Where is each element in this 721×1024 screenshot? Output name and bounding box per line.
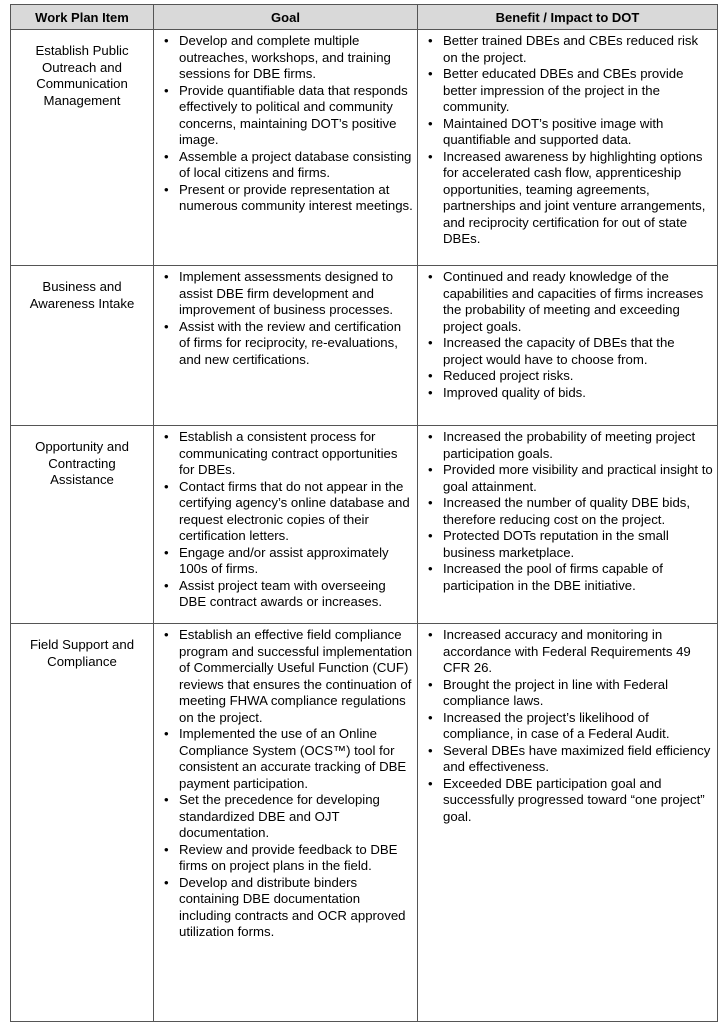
- benefit-list-item: • Increased accuracy and monitoring in accordance with Federal Requirements 49 CFR 26.: [443, 627, 714, 677]
- work-plan-item-cell: Business and Awareness Intake: [11, 266, 154, 426]
- goal-list-item: • Present or provide representation at numerous community interest meetings.: [179, 182, 414, 215]
- goal-list: [155, 625, 416, 941]
- benefit-list-item: • Maintained DOT’s positive image with quantifiable and supported data.: [443, 116, 714, 149]
- benefit-list-item: • Several DBEs have maximized field efficiency and effectiveness.: [443, 743, 714, 776]
- benefit-list-item: • Exceeded DBE participation goal and successfully progressed toward “one project” goal.: [443, 776, 714, 826]
- header-goal: Goal: [154, 5, 418, 30]
- goal-list-item: • Establish an effective field compliance program and successful implementation of Commercially Useful Function (CUF) reviews that ensures the continuation of meeting FHWA compliance regulations on the project.: [179, 627, 414, 726]
- goal-list: [155, 427, 416, 611]
- work-plan-item-cell: Field Support and Compliance: [11, 624, 154, 1022]
- header-benefit: Benefit / Impact to DOT: [418, 5, 718, 30]
- benefit-list-item: • Increased the probability of meeting project participation goals.: [443, 429, 714, 462]
- benefit-list-item: • Better trained DBEs and CBEs reduced risk on the project.: [443, 33, 714, 66]
- benefit-cell: [418, 266, 718, 426]
- benefit-list-item: • Increased awareness by highlighting options for accelerated cash flow, apprenticeship opportunities, teaming agreements, partnerships and joint venture arrangements, and reciprocity certification for out of state DBEs.: [443, 149, 714, 248]
- benefit-list-item: • Better educated DBEs and CBEs provide better impression of the project in the community.: [443, 66, 714, 116]
- benefit-list: [419, 625, 716, 825]
- table-row: [11, 266, 718, 426]
- goal-cell: [154, 266, 418, 426]
- benefit-list-item: • Increased the project’s likelihood of compliance, in case of a Federal Audit.: [443, 710, 714, 743]
- goal-list-item: • Develop and distribute binders containing DBE documentation including contracts and OCR approved utilization forms.: [179, 875, 414, 941]
- benefit-list-item: • Provided more visibility and practical insight to goal attainment.: [443, 462, 714, 495]
- benefit-list: [419, 267, 716, 401]
- benefit-cell: [418, 624, 718, 1022]
- benefit-list-item: • Continued and ready knowledge of the capabilities and capacities of firms increases the probability of meeting and exceeding project goals.: [443, 269, 714, 335]
- benefit-list-item: • Reduced project risks.: [443, 368, 714, 385]
- table-row: [11, 624, 718, 1022]
- benefit-list-item: • Protected DOTs reputation in the small business marketplace.: [443, 528, 714, 561]
- benefit-list-item: • Increased the pool of firms capable of participation in the DBE initiative.: [443, 561, 714, 594]
- benefit-list: [419, 427, 716, 594]
- header-row: [11, 5, 718, 30]
- goal-cell: [154, 30, 418, 266]
- benefit-cell: [418, 30, 718, 266]
- work-plan-item-cell: Opportunity and Contracting Assistance: [11, 426, 154, 624]
- benefit-cell: [418, 426, 718, 624]
- goal-list-item: • Engage and/or assist approximately 100s of firms.: [179, 545, 414, 578]
- goal-list-item: • Develop and complete multiple outreaches, workshops, and training sessions for DBE firms.: [179, 33, 414, 83]
- benefit-list-item: • Brought the project in line with Federal compliance laws.: [443, 677, 714, 710]
- goal-list: [155, 267, 416, 368]
- goal-list: [155, 31, 416, 215]
- goal-list-item: • Implement assessments designed to assist DBE firm development and improvement of business processes.: [179, 269, 414, 319]
- goal-list-item: • Set the precedence for developing standardized DBE and OJT documentation.: [179, 792, 414, 842]
- goal-cell: [154, 426, 418, 624]
- goal-list-item: • Assemble a project database consisting of local citizens and firms.: [179, 149, 414, 182]
- goal-list-item: • Assist with the review and certification of firms for reciprocity, re-evaluations, and new certifications.: [179, 319, 414, 369]
- work-plan-table: [10, 4, 718, 1022]
- goal-list-item: • Assist project team with overseeing DBE contract awards or increases.: [179, 578, 414, 611]
- header-work-plan-item: Work Plan Item: [11, 5, 154, 30]
- goal-cell: [154, 624, 418, 1022]
- goal-list-item: • Contact firms that do not appear in the certifying agency’s online database and request electronic copies of their certification letters.: [179, 479, 414, 545]
- goal-list-item: • Provide quantifiable data that responds effectively to political and community concerns, maintaining DOT’s positive image.: [179, 83, 414, 149]
- table-row: [11, 30, 718, 266]
- benefit-list-item: • Increased the capacity of DBEs that the project would have to choose from.: [443, 335, 714, 368]
- goal-list-item: • Establish a consistent process for communicating contract opportunities for DBEs.: [179, 429, 414, 479]
- benefit-list-item: • Improved quality of bids.: [443, 385, 714, 402]
- goal-list-item: • Review and provide feedback to DBE firms on project plans in the field.: [179, 842, 414, 875]
- table-row: [11, 426, 718, 624]
- work-plan-item-cell: Establish Public Outreach and Communication Management: [11, 30, 154, 266]
- benefit-list: [419, 31, 716, 248]
- benefit-list-item: • Increased the number of quality DBE bids, therefore reducing cost on the project.: [443, 495, 714, 528]
- goal-list-item: • Implemented the use of an Online Compliance System (OCS™) tool for consistent an accurate tracking of DBE payment participation.: [179, 726, 414, 792]
